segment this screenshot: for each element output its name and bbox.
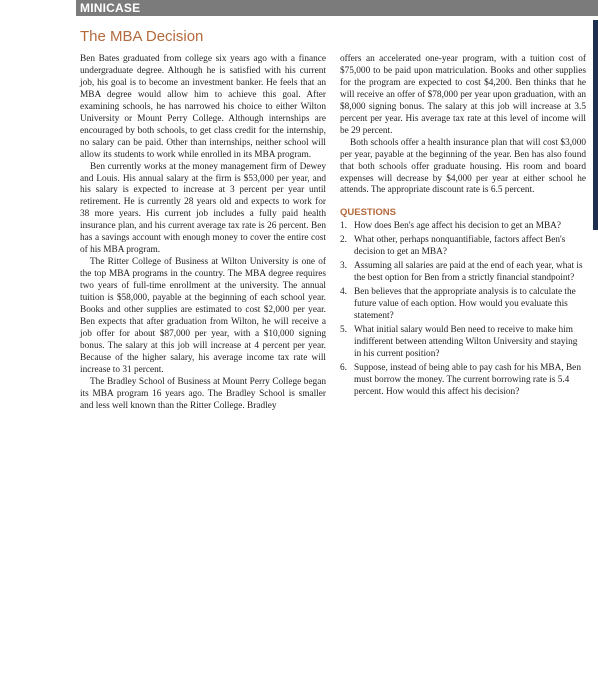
paragraph: Both schools offer a health insurance plan that will cost $3,000 per year, payable at the beginning of the year. Ben has also found that both schools offer graduate housing. His room and board expenses will decrease by $4,000 per year at either school he attends. The appropriate discount rate is 6.5 percent. (340, 137, 586, 196)
question-number: 1. (340, 221, 347, 232)
question-text: Suppose, instead of being able to pay cash for his MBA, Ben must borrow the money. The current borrowing rate is 5.4 percent. How would this affect his decision? (354, 362, 581, 397)
question-item (340, 221, 586, 233)
paragraph: The Ritter College of Business at Wilton University is one of the top MBA programs in the country. The MBA degree requires two years of full-time enrollment at the university. The annual tuition is $58,000, payable at the beginning of each school year. Books and other supplies are estimated to cost $2,000 per year. Ben expects that after graduation from Wilton, he will receive a job offer for about $87,000 per year, with a $10,000 signing bonus. The salary at this job will increase at 4 percent per year. Because of the higher salary, his average income tax rate will increase to 31 percent. (80, 257, 326, 375)
paragraph: Ben Bates graduated from college six years ago with a finance undergraduate degree. Although he is satisfied with his current job, his goal is to become an investment banker. He feels that an MBA degree would allow him to achieve this goal. After examining schools, he has narrowed his choice to either Wilton University or Mount Perry College. Although internships are encouraged by both schools, to get class credit for the internship, no salary can be paid. Other than internships, neither school will allow its students to work while enrolled in its MBA program. (80, 54, 326, 160)
minicase-banner (76, 0, 598, 16)
question-item (340, 325, 586, 361)
question-text: What other, perhaps nonquantifiable, factors affect Ben's decision to get an MBA? (354, 235, 566, 258)
page-title: The MBA Decision (80, 28, 204, 45)
question-number: 4. (340, 287, 347, 298)
side-edge-tab (593, 20, 598, 230)
left-column (80, 54, 326, 413)
right-column (340, 54, 586, 401)
question-number: 6. (340, 362, 347, 373)
paragraph: Ben currently works at the money management firm of Dewey and Louis. His annual salary at the firm is $53,000 per year, and his salary is expected to increase at 3 percent per year until retirement. He is currently 28 years old and expects to work for 38 more years. His current job includes a fully paid health insurance plan, and his current average tax rate is 26 percent. Ben has a savings account with enough money to cover the entire cost of his MBA program. (80, 161, 326, 256)
paragraph: The Bradley School of Business at Mount Perry College began its MBA program 16 years ago. The Bradley School is smaller and less well known than the Ritter College. Bradley (80, 376, 326, 411)
question-number: 5. (340, 325, 347, 336)
question-item (340, 261, 586, 285)
question-number: 3. (340, 261, 347, 272)
question-text: What initial salary would Ben need to receive to make him indifferent between attending Wilton University and staying in his current position? (354, 325, 578, 359)
paragraph: offers an accelerated one-year program, with a tuition cost of $75,000 to be paid upon matriculation. Books and other supplies for the program are expected to cost $4,200. Ben thinks that he will receive an offer of $78,000 per year upon graduation, with an $8,000 signing bonus. The salary at this job will increase at 3.5 percent per year. His average tax rate at this level of income will be 29 percent. (340, 54, 586, 136)
questions-list (340, 221, 586, 398)
question-text: How does Ben's age affect his decision to get an MBA? (354, 221, 562, 232)
questions-heading: QUESTIONS (340, 207, 396, 219)
question-item (340, 363, 586, 399)
question-item (340, 235, 586, 259)
question-item (340, 287, 586, 323)
minicase-label: MINICASE (80, 1, 141, 15)
question-text: Ben believes that the appropriate analysis is to calculate the future value of each option. How would you evaluate this statement? (354, 287, 576, 322)
question-number: 2. (340, 235, 347, 246)
question-text: Assuming all salaries are paid at the end of each year, what is the best option for Ben from a strictly financial standpoint? (354, 261, 583, 284)
